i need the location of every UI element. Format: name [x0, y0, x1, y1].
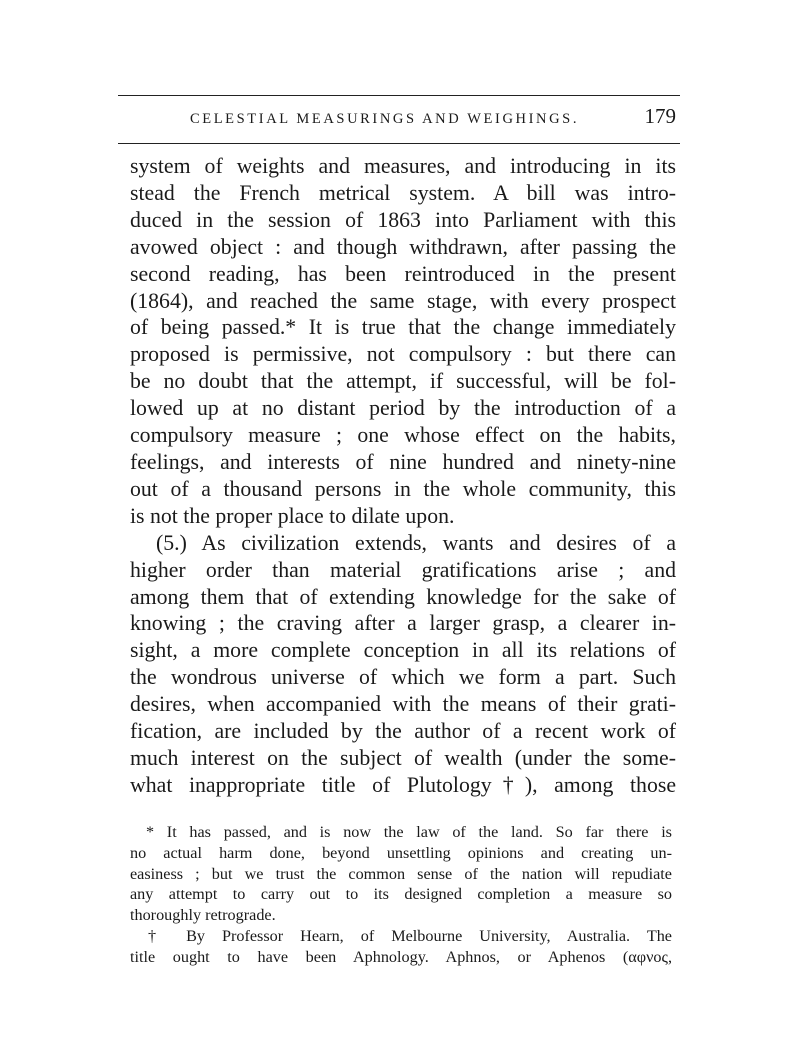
text-line: is not the proper place to dilate upon.	[130, 503, 455, 528]
text-line: system of weights and measures, and introducing in its	[130, 154, 676, 178]
header-top-rule	[118, 95, 680, 96]
main-text	[130, 153, 676, 799]
text-line: avowed object : and though withdrawn, after passing the	[130, 234, 676, 259]
footnote-line: thoroughly retrograde.	[130, 906, 276, 925]
text-line: feelings, and interests of nine hundred and ninety-nine	[130, 449, 676, 474]
text-line: much interest on the subject of wealth (under the some-	[130, 745, 676, 770]
footnote-line: * It has passed, and is now the law of the land. So far there is	[146, 823, 672, 841]
running-header	[118, 104, 680, 132]
text-line: sight, a more complete conception in all its relations of	[130, 638, 676, 663]
text-line: among them that of extending knowledge for the sake of	[130, 584, 676, 609]
footnote-line: easiness ; but we trust the common sense of the nation will repudiate	[130, 864, 672, 883]
text-line: what inappropriate title of Plutology†), among those	[130, 772, 676, 797]
footnote-line: any attempt to carry out to its designed completion a measure so	[130, 885, 672, 904]
footnote-line: title ought to have been Aphnology. Aphnos, or Aphenos (αφνος,	[130, 947, 672, 966]
text-line: knowing ; the craving after a larger grasp, a clearer in-	[130, 611, 676, 636]
page-number: 179	[644, 104, 676, 128]
text-line: be no doubt that the attempt, if successful, will be fol-	[130, 369, 676, 394]
text-line: duced in the session of 1863 into Parliament with this	[130, 207, 676, 232]
running-title: CELESTIAL MEASURINGS AND WEIGHINGS.	[190, 111, 580, 127]
text-line: higher order than material gratifications arise ; and	[130, 557, 676, 582]
footnote-line: no actual harm done, beyond unsettling opinions and creating un-	[130, 843, 672, 862]
text-line: lowed up at no distant period by the introduction of a	[130, 396, 676, 421]
text-line: out of a thousand persons in the whole community, this	[130, 476, 676, 501]
text-line: the wondrous universe of which we form a part. Such	[130, 665, 676, 690]
text-line: desires, when accompanied with the means of their grati-	[130, 692, 676, 717]
text-line: second reading, has been reintroduced in the present	[130, 261, 676, 286]
text-line: proposed is permissive, not compulsory : but there can	[130, 342, 676, 367]
text-line: fication, are included by the author of a recent work of	[130, 719, 676, 744]
text-line: compulsory measure ; one whose effect on the habits,	[130, 423, 676, 448]
header-bottom-rule	[118, 143, 680, 144]
footnote-line: † By Professor Hearn, of Melbourne University, Australia. The	[148, 926, 672, 945]
text-line: stead the French metrical system. A bill was intro-	[130, 180, 676, 205]
footnotes	[130, 822, 672, 968]
paragraph-start-line: (5.) As civilization extends, wants and desires of a	[156, 530, 676, 555]
text-line: (1864), and reached the same stage, with every prospect	[130, 288, 676, 313]
text-line: of being passed.* It is true that the change immediately	[130, 315, 676, 340]
